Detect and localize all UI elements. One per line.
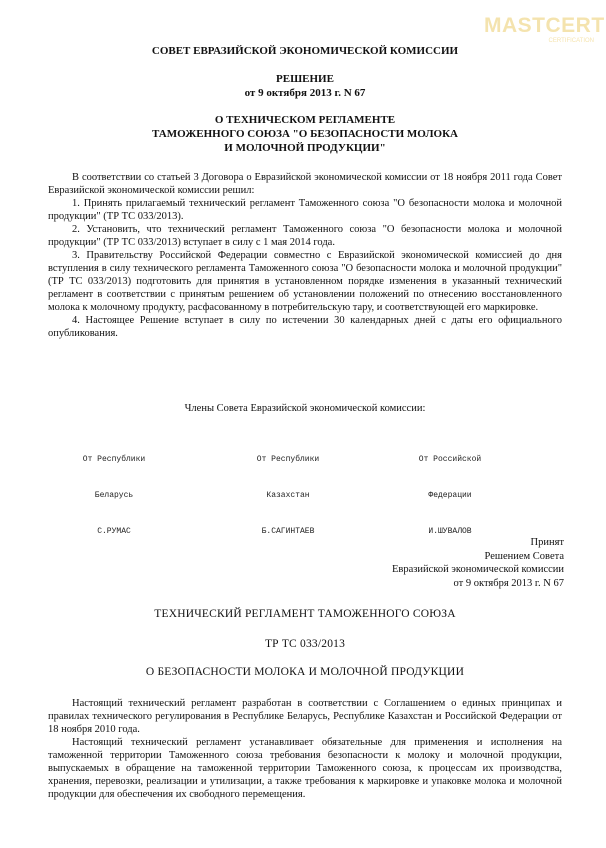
signature-member-kazakhstan bbox=[240, 430, 336, 562]
signature-name: Б.САГИНТАЕВ bbox=[261, 527, 315, 536]
regulation-paragraph-1: Настоящий технический регламент разработан в соответствии с Соглашением о единых принципах и правилах технического регулирования в Республике Беларусь, Республике Казахстан и Российской Федерации от 18 ноября 2010 года. bbox=[48, 698, 562, 735]
signature-member-belarus bbox=[66, 430, 162, 562]
accepted-line-1: Принят bbox=[530, 537, 564, 548]
body-paragraph-preamble: В соответствии со статьей 3 Договора о Евразийской экономической комиссии от 18 ноября 2011 года Совет Евразийской экономической комиссии решил: bbox=[48, 172, 562, 196]
decision-heading: РЕШЕНИЕ bbox=[276, 73, 334, 85]
signature-line-2: Федерации bbox=[428, 491, 472, 500]
body-paragraph-2: 2. Установить, что технический регламент Таможенного союза "О безопасности молока и молочной продукции" (ТР ТС 033/2013) вступает в силу с 1 мая 2014 года. bbox=[48, 224, 562, 248]
regulation-paragraph-2: Настоящий технический регламент устанавливает обязательные для применения и исполнения на таможенной территории Таможенного союза требования безопасности к молоку и молочной продукции, выпускаемых в обращение на таможенной территории Таможенного союза, к процессам их производства, хранения, перевозки, реализации и утилизации, а также требования к маркировке и упаковке молока и молочной продукции для обеспечения их свободного перемещения. bbox=[48, 737, 562, 800]
accepted-line-4: от 9 октября 2013 г. N 67 bbox=[453, 577, 564, 589]
regulation-title: ТЕХНИЧЕСКИЙ РЕГЛАМЕНТ ТАМОЖЕННОГО СОЮЗА bbox=[154, 608, 456, 620]
watermark-logo bbox=[484, 14, 605, 70]
body-paragraph-4: 4. Настоящее Решение вступает в силу по истечении 30 календарных дней с даты его официального опубликования. bbox=[48, 315, 562, 339]
signature-name: И.ШУВАЛОВ bbox=[428, 527, 472, 536]
signature-line-1: От Российской bbox=[418, 455, 482, 464]
subject-line-2: ТАМОЖЕННОГО СОЮЗА "О БЕЗОПАСНОСТИ МОЛОКА bbox=[151, 128, 458, 140]
decision-date: от 9 октября 2013 г. N 67 bbox=[244, 87, 366, 99]
signature-line-1: От Республики bbox=[256, 455, 320, 464]
watermark-brand: MASTCERT bbox=[484, 14, 605, 37]
regulation-code: ТР ТС 033/2013 bbox=[264, 638, 346, 650]
council-heading: СОВЕТ ЕВРАЗИЙСКОЙ ЭКОНОМИЧЕСКОЙ КОМИССИИ bbox=[151, 45, 459, 57]
signature-line-2: Казахстан bbox=[266, 491, 310, 500]
signature-line-2: Беларусь bbox=[94, 491, 134, 500]
decision-body bbox=[48, 171, 562, 340]
watermark-sub: CERTIFICATION bbox=[548, 38, 594, 44]
regulation-subject: О БЕЗОПАСНОСТИ МОЛОКА И МОЛОЧНОЙ ПРОДУКЦИИ bbox=[145, 666, 465, 678]
body-paragraph-1: 1. Принять прилагаемый технический регламент Таможенного союза "О безопасности молока и молочной продукции" (ТР ТС 033/2013). bbox=[48, 198, 562, 222]
signature-line-1: От Республики bbox=[82, 455, 146, 464]
subject-line-1: О ТЕХНИЧЕСКОМ РЕГЛАМЕНТЕ bbox=[214, 114, 396, 126]
regulation-body bbox=[48, 697, 562, 801]
accepted-by-block bbox=[392, 536, 564, 590]
accepted-line-3: Евразийской экономической комиссии bbox=[391, 564, 564, 575]
subject-line-3: И МОЛОЧНОЙ ПРОДУКЦИИ" bbox=[224, 142, 386, 154]
body-paragraph-3: 3. Правительству Российской Федерации совместно с Евразийской экономической комиссией до дня вступления в силу технического регламента Таможенного союза "О безопасности молока и молочной продукции" (ТР ТС 033/2013) подготовить для принятия в установленном порядке изменения в указанный технический регламент в соответствии с принятым решением об установлении положений по отнесению восстановленного молока к молочному продукту, расфасованному в потребительскую тару, и соответствующей его маркировке. bbox=[48, 250, 562, 313]
signatures-heading: Члены Совета Евразийской экономической комиссии: bbox=[184, 403, 426, 414]
accepted-line-2: Решением Совета bbox=[484, 550, 564, 562]
signature-name: С.РУМАС bbox=[97, 527, 131, 536]
